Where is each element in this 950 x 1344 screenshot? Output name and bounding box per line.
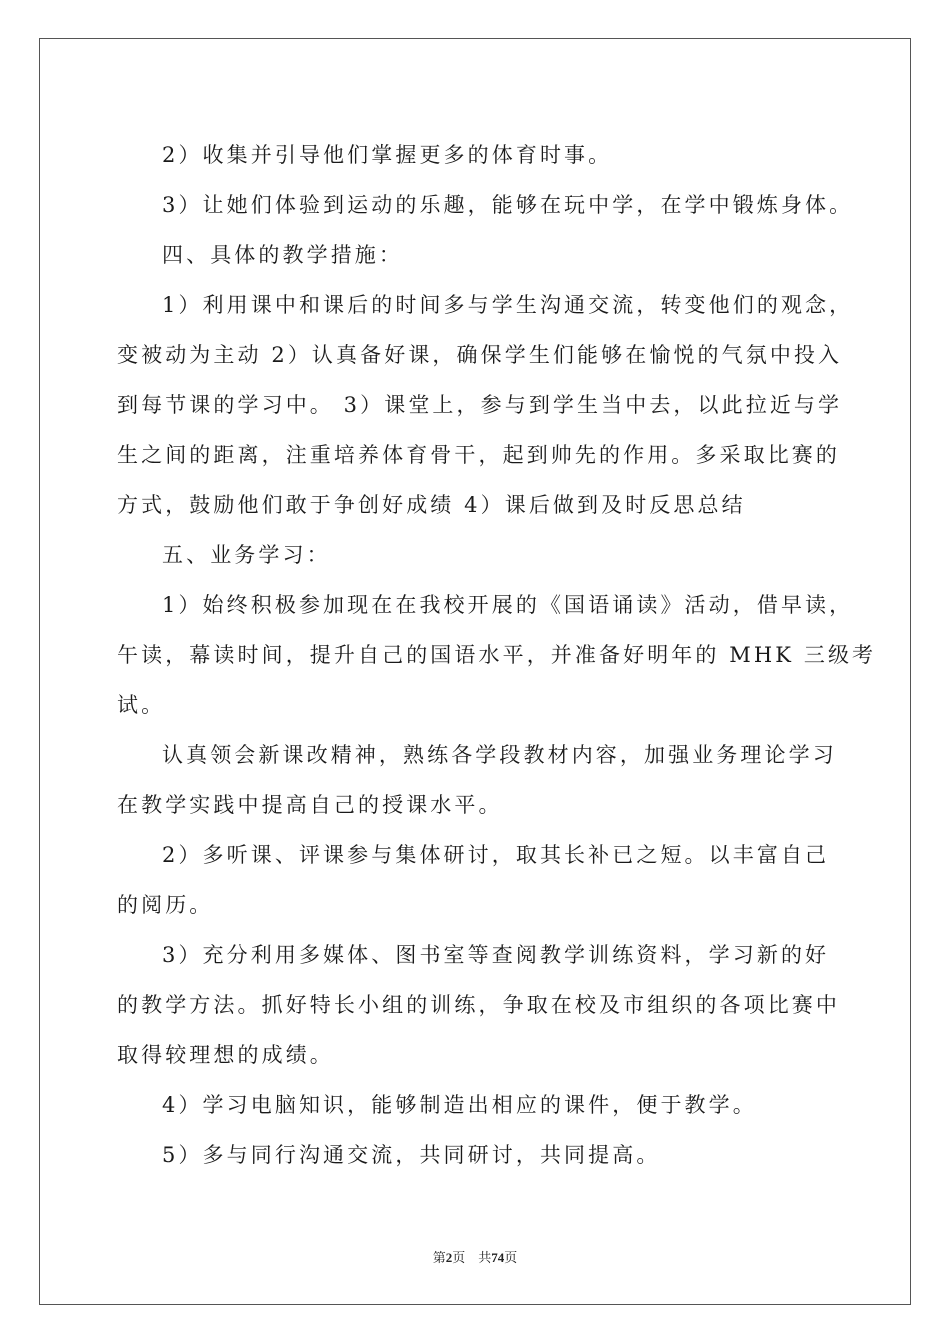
document-body xyxy=(117,130,877,1180)
page-unit: 页 xyxy=(452,1250,466,1265)
body-line: 2）多听课、评课参与集体研讨，取其长补已之短。以丰富自己 xyxy=(162,843,830,867)
body-line: 3）让她们体验到运动的乐趣，能够在玩中学，在学中锻炼身体。 xyxy=(162,193,854,217)
section-heading: 四、具体的教学措施： xyxy=(162,243,403,267)
page-prefix: 第 xyxy=(432,1250,446,1265)
body-line: 方式，鼓励他们敢于争创好成绩 4）课后做到及时反思总结 xyxy=(117,493,746,517)
body-line: 认真领会新课改精神，熟练各学段教材内容，加强业务理论学习 xyxy=(162,743,837,767)
body-line: 取得较理想的成绩。 xyxy=(117,1043,334,1067)
body-line: 生之间的距离，注重培养体育骨干，起到帅先的作用。多采取比赛的 xyxy=(117,443,840,467)
body-line: 在教学实践中提高自己的授课水平。 xyxy=(117,793,503,817)
total-prefix: 共 xyxy=(478,1250,492,1265)
body-line: 2）收集并引导他们掌握更多的体育时事。 xyxy=(162,143,613,167)
body-line: 午读，幕读时间，提升自己的国语水平，并准备好明年的 MHK 三级考 xyxy=(117,643,877,667)
page-footer xyxy=(0,1247,950,1266)
body-line: 试。 xyxy=(117,693,166,717)
body-line: 1）始终积极参加现在在我校开展的《国语诵读》活动，借早读， xyxy=(162,593,854,617)
body-line: 的教学方法。抓好特长小组的训练，争取在校及市组织的各项比赛中 xyxy=(117,993,840,1017)
total-pages: 74 xyxy=(491,1250,505,1265)
body-line: 4）学习电脑知识，能够制造出相应的课件，便于教学。 xyxy=(162,1093,757,1117)
body-line: 变被动为主动 2）认真备好课，确保学生们能够在愉悦的气氛中投入 xyxy=(117,343,843,367)
body-line: 到每节课的学习中。 3）课堂上，参与到学生当中去，以此拉近与学 xyxy=(117,393,843,417)
total-unit: 页 xyxy=(504,1250,518,1265)
body-line: 3）充分利用多媒体、图书室等查阅教学训练资料，学习新的好 xyxy=(162,943,830,967)
body-line: 1）利用课中和课后的时间多与学生沟通交流，转变他们的观念， xyxy=(162,293,854,317)
body-line: 的阅历。 xyxy=(117,893,214,917)
section-heading: 五、业务学习： xyxy=(162,543,331,567)
page-number: 2 xyxy=(445,1250,453,1265)
body-line: 5）多与同行沟通交流，共同研讨，共同提高。 xyxy=(162,1143,661,1167)
